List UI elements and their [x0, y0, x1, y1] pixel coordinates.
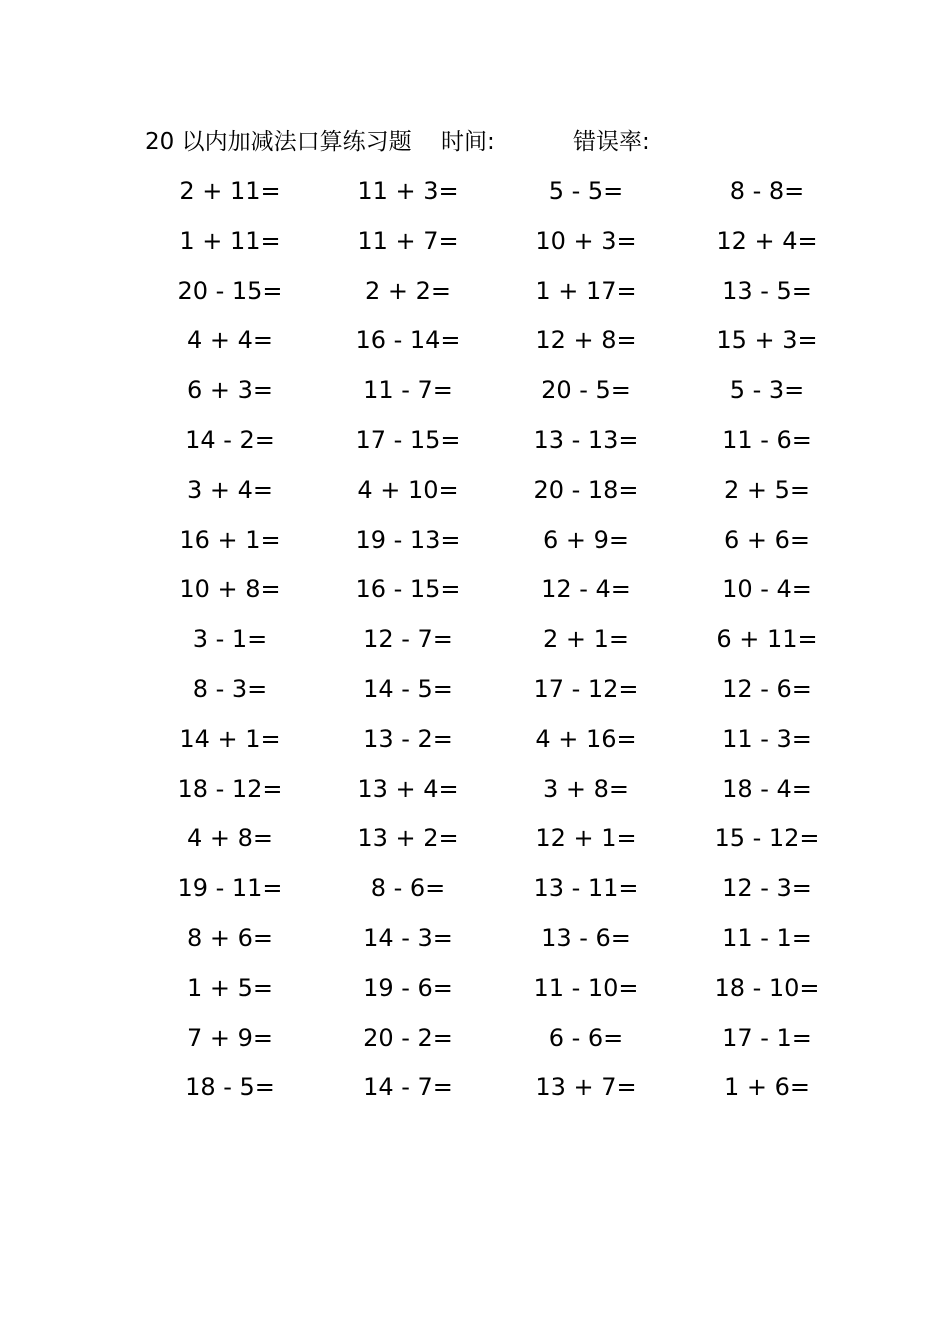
time-label: 时间:: [441, 129, 495, 155]
arithmetic-problem: 3 + 8=: [542, 774, 629, 803]
arithmetic-problem: 1 + 6=: [723, 1073, 810, 1102]
problem-row: [140, 466, 860, 516]
worksheet-header: [145, 124, 845, 160]
arithmetic-problem: 1 + 5=: [186, 973, 273, 1002]
arithmetic-problem: 4 + 10=: [357, 475, 459, 504]
arithmetic-problem: 12 - 7=: [363, 625, 453, 654]
arithmetic-problem: 2 + 2=: [364, 276, 451, 305]
arithmetic-problem: 10 + 3=: [535, 226, 637, 255]
arithmetic-problem: 13 + 4=: [357, 774, 459, 803]
arithmetic-problem: 11 - 7=: [363, 376, 453, 405]
arithmetic-problem: 8 + 6=: [186, 923, 273, 952]
arithmetic-problem: 20 - 15=: [177, 276, 283, 305]
problem-row: [140, 316, 860, 366]
arithmetic-problem: 11 + 7=: [357, 226, 459, 255]
arithmetic-problem: 5 - 3=: [729, 376, 805, 405]
arithmetic-problem: 11 - 10=: [533, 973, 639, 1002]
problem-row: [140, 366, 860, 416]
arithmetic-problem: 14 - 3=: [363, 923, 453, 952]
arithmetic-problem: 13 - 11=: [533, 874, 639, 903]
arithmetic-problem: 18 - 5=: [185, 1073, 275, 1102]
arithmetic-problem: 13 - 13=: [533, 425, 639, 454]
arithmetic-problem: 16 - 14=: [355, 326, 461, 355]
problem-row: [140, 1063, 860, 1113]
arithmetic-problem: 4 + 4=: [186, 326, 273, 355]
problem-row: [140, 914, 860, 964]
arithmetic-problem: 14 - 2=: [185, 425, 275, 454]
problem-row: [140, 715, 860, 765]
arithmetic-problem: 20 - 2=: [363, 1023, 453, 1052]
arithmetic-problem: 18 - 10=: [714, 973, 820, 1002]
problem-row: [140, 516, 860, 566]
arithmetic-problem: 17 - 15=: [355, 425, 461, 454]
arithmetic-problem: 17 - 1=: [722, 1023, 812, 1052]
arithmetic-problem: 12 - 4=: [541, 575, 631, 604]
arithmetic-problem: 6 - 6=: [548, 1023, 624, 1052]
arithmetic-problem: 14 + 1=: [179, 724, 281, 753]
arithmetic-problem: 6 + 9=: [542, 525, 629, 554]
error-rate-label: 错误率:: [573, 129, 650, 155]
arithmetic-problem: 6 + 3=: [186, 376, 273, 405]
arithmetic-problem: 2 + 1=: [542, 625, 629, 654]
problem-row: [140, 814, 860, 864]
arithmetic-problem: 4 + 16=: [535, 724, 637, 753]
problem-row: [140, 1014, 860, 1064]
arithmetic-problem: 7 + 9=: [186, 1023, 273, 1052]
problem-row: [140, 565, 860, 615]
arithmetic-problem: 19 - 11=: [177, 874, 283, 903]
arithmetic-problem: 16 - 15=: [355, 575, 461, 604]
arithmetic-problem: 18 - 12=: [177, 774, 283, 803]
arithmetic-problem: 16 + 1=: [179, 525, 281, 554]
arithmetic-problem: 12 + 1=: [535, 824, 637, 853]
arithmetic-problem: 13 + 7=: [535, 1073, 637, 1102]
arithmetic-problem: 15 + 3=: [716, 326, 818, 355]
problem-row: [140, 217, 860, 267]
problem-row: [140, 167, 860, 217]
arithmetic-problem: 18 - 4=: [722, 774, 812, 803]
problem-row: [140, 416, 860, 466]
arithmetic-problem: 17 - 12=: [533, 674, 639, 703]
problem-row: [140, 765, 860, 815]
arithmetic-problem: 12 - 3=: [722, 874, 812, 903]
arithmetic-problem: 14 - 5=: [363, 674, 453, 703]
arithmetic-problem: 6 + 6=: [723, 525, 810, 554]
arithmetic-problem: 12 - 6=: [722, 674, 812, 703]
arithmetic-problem: 8 - 6=: [370, 874, 446, 903]
arithmetic-problem: 12 + 4=: [716, 226, 818, 255]
arithmetic-problem: 1 + 11=: [179, 226, 281, 255]
arithmetic-problem: 20 - 18=: [533, 475, 639, 504]
arithmetic-problem: 14 - 7=: [363, 1073, 453, 1102]
arithmetic-problem: 12 + 8=: [535, 326, 637, 355]
arithmetic-problem: 3 + 4=: [186, 475, 273, 504]
problem-row: [140, 964, 860, 1014]
arithmetic-problem: 13 - 2=: [363, 724, 453, 753]
arithmetic-problem: 15 - 12=: [714, 824, 820, 853]
worksheet-title: 20 以内加减法口算练习题: [145, 129, 412, 155]
arithmetic-problem: 10 - 4=: [722, 575, 812, 604]
problem-row: [140, 615, 860, 665]
arithmetic-problem: 5 - 5=: [548, 177, 624, 205]
arithmetic-problem: 1 + 17=: [535, 276, 637, 305]
problem-grid: [140, 167, 860, 1113]
arithmetic-problem: 6 + 11=: [716, 625, 818, 654]
arithmetic-problem: 8 - 8=: [729, 177, 805, 205]
arithmetic-problem: 13 - 5=: [722, 276, 812, 305]
arithmetic-problem: 8 - 3=: [192, 674, 268, 703]
arithmetic-problem: 19 - 6=: [363, 973, 453, 1002]
arithmetic-problem: 11 - 1=: [722, 923, 812, 952]
arithmetic-problem: 13 + 2=: [357, 824, 459, 853]
problem-row: [140, 665, 860, 715]
arithmetic-problem: 11 + 3=: [357, 177, 459, 205]
arithmetic-problem: 3 - 1=: [192, 625, 268, 654]
arithmetic-problem: 20 - 5=: [541, 376, 631, 405]
problem-row: [140, 864, 860, 914]
arithmetic-problem: 2 + 5=: [723, 475, 810, 504]
arithmetic-problem: 4 + 8=: [186, 824, 273, 853]
arithmetic-problem: 11 - 6=: [722, 425, 812, 454]
problem-row: [140, 267, 860, 317]
arithmetic-problem: 13 - 6=: [541, 923, 631, 952]
arithmetic-problem: 11 - 3=: [722, 724, 812, 753]
arithmetic-problem: 10 + 8=: [179, 575, 281, 604]
arithmetic-problem: 19 - 13=: [355, 525, 461, 554]
arithmetic-problem: 2 + 11=: [179, 177, 281, 205]
